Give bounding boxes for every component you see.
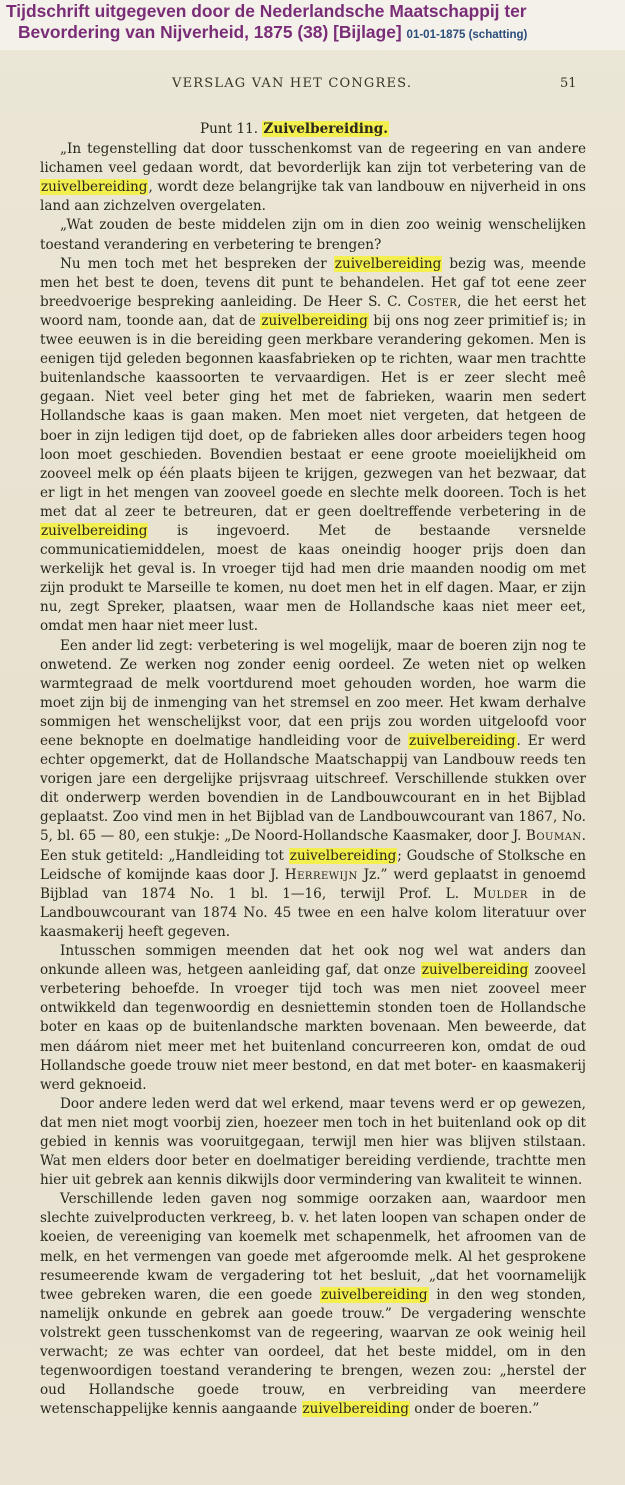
search-term-highlight: zuivelbereiding	[41, 179, 148, 196]
source-date: 01-01-1875 (schatting)	[406, 29, 528, 41]
search-term-highlight: zuivelbereiding	[421, 962, 529, 979]
paragraph	[40, 140, 586, 216]
paragraph-text: is ingevoerd. Met de bestaande versnelde communicatiemiddelen, moest de kaas oneindig hooger prijs doen dan werkelijk het geval is. In vroeger tijd had men drie maanden noodig om met zijn produkt te Marseille te komen, nu doet men het in elf dagen. Maar, er zijn nu, zegt Spreker, plaatsen, waar men de Hollandsche kaas niet meer eet, omdat men haar niet meer lust.	[40, 522, 586, 635]
paragraph-text: in de Landbouwcourant van 1874 No. 45 twee en een halve kolom literatuur over kaasmakerij heeft gegeven.	[40, 885, 587, 940]
source-header	[0, 0, 625, 50]
running-head	[0, 76, 625, 96]
source-title-line2: Bevordering van Nijverheid, 1875 (38) [Bijlage]	[18, 22, 402, 42]
paragraph	[40, 216, 586, 254]
paragraph-text: . Er werd echter opgemerkt, dat de Hollandsche Maatschappij van Landbouw reeds ten vorigen jare een dergelijke prijsvraag uitschreef. Verschillende stukken over dit onderwerp werden bovendien in de Landbouwcourant en in het Bijblad geplaatst. Zoo vind men in het Bijblad van de Landbouwcourant van 1867, No. 5, bl. 65 — 80, een stukje: „De Noord-Hollandsche Kaasmaker, door J.	[40, 733, 586, 845]
paragraph	[40, 1095, 586, 1190]
paragraph-text: bezig was, meende men het best te doen, tevens dit punt te behandelen. Het gaf tot eene zeer breedvoerige bespreking aanleiding. De Heer S. C.	[40, 255, 586, 310]
paragraph-text: Een ander lid zegt: verbetering is wel mogelijk, maar de boeren zijn nog te onwetend. Ze werken nog zonder eenig oordeel. Ze weten niet op welken warmtegraad de melk voortdurend moet gehouden worden, hoe warm die moet zijn bij de inmenging van het stremsel en zoo meer. Het kwam derhalve sommigen het wenschelijkst voor, dat een prijs zou worden uitgeloofd voor eene beknopte en doelmatige handleiding voor de	[40, 637, 586, 749]
paragraph-text: Door andere leden werd dat wel erkend, maar tevens werd er op gewezen, dat men niet mogt voorbij zien, hoezeer men toch in het buitenland ook op dit gebied in kennis was vooruitgegaan, terwijl men hier was blijven stilstaan. Wat men elders door beter en doelmatiger bereiding verdiende, trachtte men hier uit gebrek aan kennis dikwijls door vermindering van kwaliteit te winnen.	[40, 1095, 586, 1189]
search-term-highlight: zuivelbereiding	[321, 1286, 428, 1303]
paragraph-text: , die het eerst het woord nam, toonde aan, dat de	[40, 293, 586, 329]
paragraph-text: in den weg stonden, namelijk onkunde en gebrek aan goede trouw.” De vergadering wenschte volstrekt geen tusschenkomst van de regeering, waarvan ze ook weinig heil verwacht; ze was echter van oordeel, dat het beste middel, om in den tegenwoordigen toestand verandering te brengen, wezen zou: „herstel der oud Hollandsche goede trouw, en verbreiding van meerdere wetenschappelijke kennis aangaande	[40, 1286, 586, 1418]
paragraph-text: , wordt deze belangrijke tak van landbouw en nijverheid in ons land aan zichzelven overgelaten.	[40, 179, 586, 215]
paragraph-text: bij ons nog zeer primitief is; in twee eeuwen is in die bereiding geen merkbare verandering gekomen. Men is eenigen tijd geleden begonnen kaasfabrieken op te richten, waar men trachtte buitenlandsche kaassoorten te vervaardigen. Het is er zeer slecht meê gegaan. Niet veel beter ging het met de fabrieken, waarin men sedert Hollandsche kaas is gaan maken. Men moet niet vergeten, dat hetgeen de boer in zijn ledigen tijd doet, op de fabrieken alles door arbeiders tegen hoog loon moet geschieden. Bovendien bestaat er eene groote moeielijkheid om zooveel melk op één plaats bijeen te krijgen, gezwegen van het bezwaar, dat er ligt in het mengen van zooveel goede en slechte melk dooreen. Toch is het met dat al zeer te betreuren, dat er geen doeltreffende verbetering in de	[40, 312, 587, 520]
paragraph-text: „Wat zouden de beste middelen zijn om in dien zoo weinig wenschelijken toestand verandering en verbetering te brengen?	[40, 217, 586, 253]
paragraph-text: zooveel verbetering behoefde. In vroeger tijd toch was men niet zooveel meer ontwikkeld dan tegenwoordig en desniettemin stonden toen de Hollandsche boter en kaas op de buitenlandsche markten bovenaan. Men beweerde, dat men dáárom niet meer met het buitenland concurreeren kon, omdat de oud Hollandsche goede trouw niet meer bestond, en dat met boter- en kaasmakerij werd geknoeid.	[40, 962, 586, 1093]
paragraph-text: Jz.” werd geplaatst in genoemd Bijblad van 1874 No. 1 bl. 1—16, terwijl Prof. L.	[40, 866, 587, 902]
page-number: 51	[560, 76, 577, 91]
paragraph-text: Nu men toch met het bespreken der	[60, 255, 334, 272]
paragraph	[40, 255, 586, 637]
search-term-highlight: zuivelbereiding	[261, 312, 368, 329]
person-name: Coster	[407, 293, 458, 310]
paragraph-text: Intusschen sommigen meenden dat het ook nog wel wat anders dan onkunde alleen was, hetgeen aanleiding gaf, dat onze	[40, 943, 586, 979]
article-body	[40, 120, 586, 1419]
item-label: Punt 11.	[200, 121, 259, 137]
person-name: Mulder	[473, 885, 528, 902]
paragraph	[40, 942, 586, 1095]
source-title	[6, 1, 622, 46]
paragraph-text: ; Goudsche of Stolksche en Leidsche of komijnde kaas door J.	[40, 847, 586, 883]
search-term-highlight: zuivelbereiding	[302, 1401, 409, 1418]
search-term-highlight: zuivelbereiding	[41, 522, 148, 539]
search-term-highlight: zuivelbereiding	[409, 733, 516, 749]
search-term-highlight: zuivelbereiding	[289, 847, 397, 864]
person-name: Herrewijn	[284, 866, 358, 883]
paragraph	[40, 637, 586, 943]
source-title-line1: Tijdschrift uitgegeven door de Nederlandsche Maatschappij ter	[6, 1, 527, 21]
paragraph-text: „In tegenstelling dat door tusschenkomst van de regeering en van andere lichamen veel gedaan wordt, dat bevorderlijk kan zijn tot verbetering van de	[40, 141, 586, 177]
search-term-highlight: zuivelbereiding	[334, 255, 442, 272]
item-topic-highlight: Zuivelbereiding.	[263, 121, 388, 137]
paragraph-text: onder de boeren.”	[409, 1401, 540, 1418]
paragraph	[40, 1190, 586, 1419]
item-heading	[40, 120, 586, 139]
paragraph-text: Verschillende leden gaven nog sommige oorzaken aan, waardoor men slechte zuivelproducten verkreeg, b. v. het laten loopen van schapen onder de koeien, de vereeniging van koemelk met schapenmelk, het afroomen van de melk, en het vermengen van goede met afgeroomde melk. Al het gesprokene resumeerende kwam de vergadering tot het besluit, „dat het voornamelijk twee gebreken waren, die een goede	[40, 1191, 586, 1303]
person-name: Bouman	[525, 828, 582, 845]
paragraph-text: . Een stuk getiteld: „Handleiding tot	[40, 828, 586, 864]
running-title: VERSLAG VAN HET CONGRES.	[172, 76, 413, 91]
